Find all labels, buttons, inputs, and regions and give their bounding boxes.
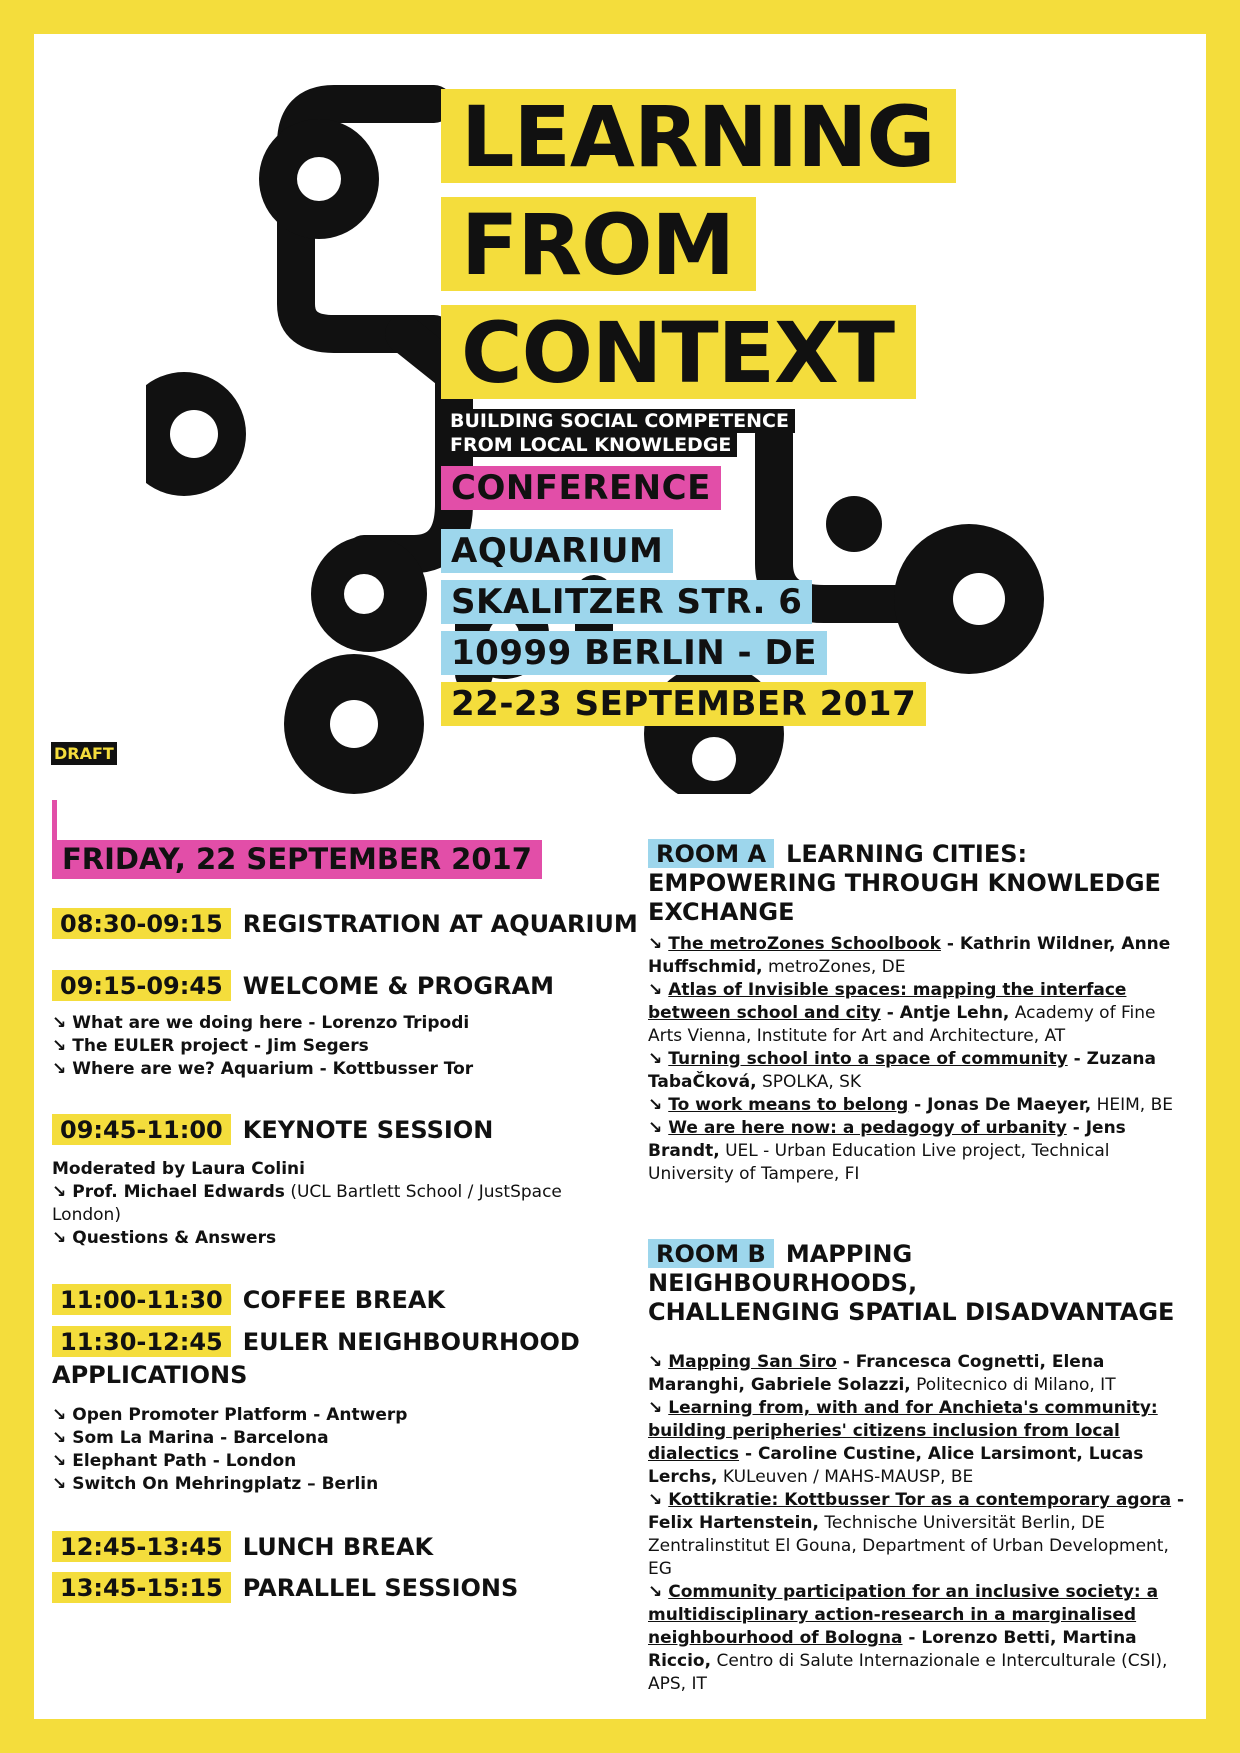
arrow-icon: ↘: [648, 1582, 663, 1602]
slot-registration: [52, 908, 638, 939]
venue-line-1: AQUARIUM: [441, 529, 673, 573]
arrow-icon: ↘: [52, 1474, 67, 1494]
slot-title: KEYNOTE SESSION: [242, 1116, 494, 1144]
room-a-tag: ROOM A: [648, 839, 774, 868]
room-b-heading: [648, 1240, 1188, 1327]
arrow-icon: ↘: [52, 1036, 67, 1056]
list-item: ↘ We are here now: a pedagogy of urbanity - Jens Brandt, UEL - Urban Education Live project, Technical University of Tampere, FI: [648, 1118, 1126, 1184]
room-a-title-2: EMPOWERING THROUGH KNOWLEDGE: [648, 869, 1161, 897]
room-a-title-1: LEARNING CITIES:: [786, 840, 1028, 868]
event-type-label: CONFERENCE: [441, 466, 721, 510]
slot-euler: [52, 1326, 580, 1357]
slot-coffee: [52, 1284, 445, 1315]
poster-sheet: [34, 34, 1206, 1719]
list-item: ↘ Mapping San Siro - Francesca Cognetti, Elena Maranghi, Gabriele Solazzi, Politecnico di Milano, IT: [648, 1352, 1116, 1395]
slot-title: PARALLEL SESSIONS: [242, 1574, 519, 1602]
subtitle: [444, 409, 795, 457]
list-item: ↘ What are we doing here - Lorenzo Tripodi: [52, 1013, 470, 1033]
list-item: ↘ Atlas of Invisible spaces: mapping the interface between school and city - Antje Lehn, Academy of Fine Arts Vienna, Institute for Art and Architecture, AT: [648, 980, 1156, 1046]
list-item: ↘ The metroZones Schoolbook - Kathrin Wildner, Anne Huffschmid, metroZones, DE: [648, 934, 1171, 977]
list-item: ↘ Turning school into a space of community - Zuzana TabaČková, SPOLKA, SK: [648, 1049, 1156, 1092]
slot-welcome: [52, 970, 554, 1001]
slot-lunch: [52, 1531, 433, 1562]
arrow-icon: ↘: [52, 1059, 67, 1079]
arrow-icon: ↘: [648, 1118, 663, 1138]
arrow-icon: ↘: [52, 1405, 67, 1425]
arrow-icon: ↘: [648, 1398, 663, 1418]
title-line-1: LEARNING: [441, 89, 956, 183]
title-line-3: CONTEXT: [441, 305, 916, 399]
dates-label: 22-23 SEPTEMBER 2017: [441, 682, 926, 726]
talk-link[interactable]: Atlas of Invisible spaces: mapping the interface between school and city: [648, 980, 1127, 1023]
list-item: ↘ Switch On Mehringplatz – Berlin: [52, 1474, 379, 1494]
title-line-2: FROM: [441, 197, 756, 291]
list-item: ↘ Learning from, with and for Anchieta's community: building peripheries' citizens inclusion from local dialectics - Caroline Custine, Alice Larsimont, Lucas Lerchs, KULeuven / MAHS-MAUSP, BE: [648, 1398, 1158, 1487]
list-item-cont: London): [52, 1205, 121, 1225]
list-item: ↘ Open Promoter Platform - Antwerp: [52, 1405, 408, 1425]
slot-time: 12:45-13:45: [52, 1531, 231, 1562]
arrow-icon: ↘: [648, 1049, 663, 1069]
subtitle-line-2: FROM LOCAL KNOWLEDGE: [444, 433, 737, 457]
list-item: ↘ Community participation for an inclusive society: a multidisciplinary action-research in a marginalised neighbourhood of Bologna - Lorenzo Betti, Martina Riccio, Centro di Salute Internazionale e Interculturale (CSI), APS, IT: [648, 1582, 1168, 1694]
list-item: ↘ Elephant Path - London: [52, 1451, 297, 1471]
talk-link[interactable]: The metroZones Schoolbook: [668, 934, 941, 954]
room-a-heading: [648, 840, 1188, 927]
list-item: ↘ To work means to belong - Jonas De Maeyer, HEIM, BE: [648, 1095, 1174, 1115]
slot-time: 11:00-11:30: [52, 1284, 231, 1315]
talk-link[interactable]: We are here now: a pedagogy of urbanity: [668, 1118, 1067, 1138]
list-item: ↘ Questions & Answers: [52, 1228, 277, 1248]
list-item: ↘ Where are we? Aquarium - Kottbusser Tor: [52, 1059, 474, 1079]
slot-title: REGISTRATION AT AQUARIUM: [242, 910, 638, 938]
slot-euler-title-cont: APPLICATIONS: [52, 1361, 248, 1389]
slot-time: 09:15-09:45: [52, 970, 231, 1001]
arrow-icon: ↘: [52, 1428, 67, 1448]
list-item: ↘ Kottikratie: Kottbusser Tor as a contemporary agora - Felix Hartenstein, Technische Universität Berlin, DE Zentralinstitut El Gouna, Department of Urban Development, EG: [648, 1490, 1185, 1579]
arrow-icon: ↘: [648, 1490, 663, 1510]
room-b-title-1: MAPPING NEIGHBOURHOODS,: [648, 1240, 918, 1297]
talk-link[interactable]: Mapping San Siro: [668, 1352, 837, 1372]
arrow-icon: ↘: [648, 980, 663, 1000]
room-a-title-3: EXCHANGE: [648, 898, 795, 926]
slot-time: 09:45-11:00: [52, 1114, 231, 1145]
slot-keynote: [52, 1114, 493, 1145]
arrow-icon: ↘: [648, 1352, 663, 1372]
subtitle-line-1: BUILDING SOCIAL COMPETENCE: [444, 409, 795, 433]
talk-link[interactable]: Kottikratie: Kottbusser Tor as a contemporary agora: [668, 1490, 1172, 1510]
list-item: ↘ Prof. Michael Edwards (UCL Bartlett School / JustSpace: [52, 1182, 562, 1202]
list-item: ↘ Som La Marina - Barcelona: [52, 1428, 329, 1448]
room-b-title-2: CHALLENGING SPATIAL DISADVANTAGE: [648, 1298, 1175, 1326]
room-b-section: [648, 1240, 1188, 1696]
room-a-section: [648, 840, 1188, 1186]
arrow-icon: ↘: [52, 1013, 67, 1033]
day-heading: FRIDAY, 22 SEPTEMBER 2017: [52, 840, 542, 879]
slot-time: 13:45-15:15: [52, 1572, 231, 1603]
talk-link[interactable]: To work means to belong: [668, 1095, 909, 1115]
slot-time: 11:30-12:45: [52, 1326, 231, 1357]
arrow-icon: ↘: [52, 1451, 67, 1471]
slot-title: WELCOME & PROGRAM: [242, 972, 554, 1000]
room-b-entries: [648, 1351, 1188, 1696]
venue-line-2: SKALITZER STR. 6: [441, 580, 812, 624]
slot-title: LUNCH BREAK: [242, 1533, 434, 1561]
arrow-icon: ↘: [52, 1182, 67, 1202]
arrow-icon: ↘: [52, 1228, 67, 1248]
slot-time: 08:30-09:15: [52, 908, 231, 939]
talk-link[interactable]: Turning school into a space of community: [668, 1049, 1068, 1069]
list-item: ↘ The EULER project - Jim Segers: [52, 1036, 369, 1056]
arrow-icon: ↘: [648, 934, 663, 954]
euler-items: [52, 1404, 407, 1496]
arrow-icon: ↘: [648, 1095, 663, 1115]
room-b-tag: ROOM B: [648, 1239, 774, 1268]
room-a-entries: [648, 933, 1188, 1186]
slot-title: EULER NEIGHBOURHOOD: [242, 1328, 580, 1356]
slot-title: COFFEE BREAK: [242, 1286, 446, 1314]
draft-badge: DRAFT: [51, 742, 117, 765]
keynote-items: [52, 1158, 562, 1250]
slot-parallel: [52, 1572, 518, 1603]
venue-line-3: 10999 BERLIN - DE: [441, 631, 827, 675]
moderator-text: Moderated by Laura Colini: [52, 1159, 305, 1179]
talk-link[interactable]: Community participation for an inclusive society: a multidisciplinary action-research in a marginalised neighbourhood of Bologna: [648, 1582, 1159, 1648]
talk-link[interactable]: Learning from, with and for Anchieta's community: building peripheries' citizens inclusion from local dialectics: [648, 1398, 1158, 1464]
welcome-items: [52, 1012, 473, 1081]
